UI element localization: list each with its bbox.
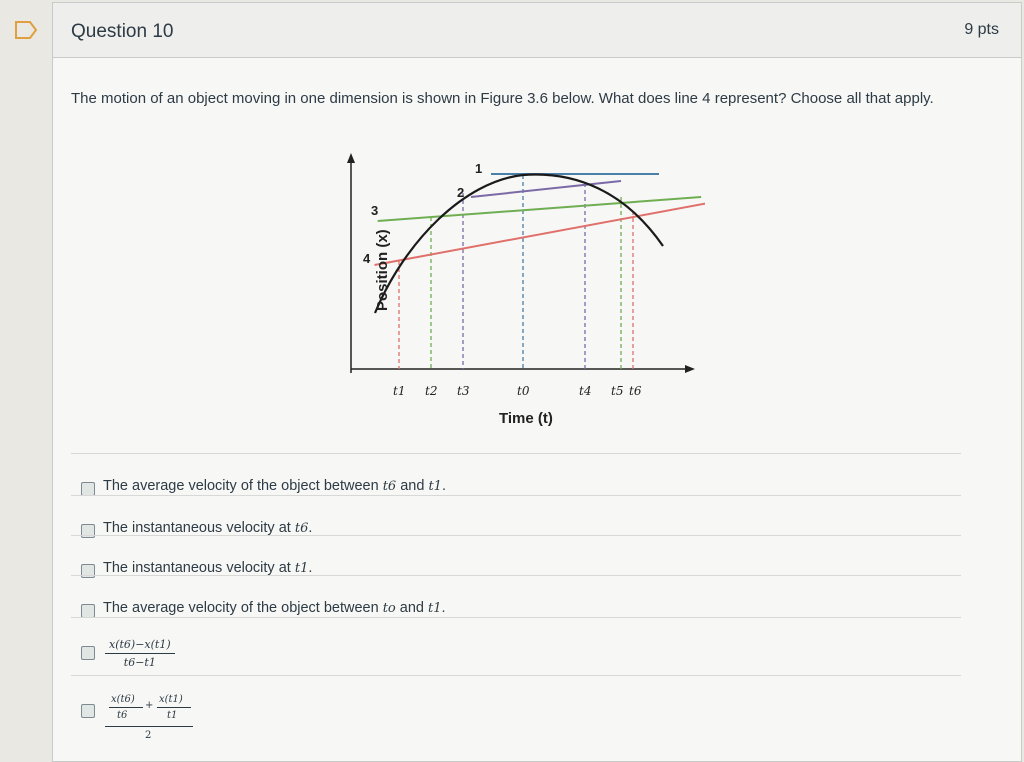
tick-t1: t1 — [393, 384, 406, 398]
line-label-3: 3 — [371, 203, 379, 218]
formula-denominator: t6−t1 — [123, 656, 156, 669]
x-axis-label: Time (t) — [499, 410, 553, 427]
tick-t2: t2 — [425, 384, 438, 398]
answer-text-1: The average velocity of the object between t6 and t1. — [103, 478, 446, 494]
main-fraction-bar — [105, 726, 193, 727]
answer-checkbox-5[interactable] — [81, 646, 95, 660]
formula-numerator: x(t6)−x(t1) — [109, 638, 171, 651]
answer-option-6[interactable] — [71, 675, 961, 756]
y-axis-arrow — [347, 153, 355, 163]
formula-b-numerator: x(t1) — [159, 694, 183, 705]
question-points: 9 pts — [964, 21, 999, 38]
answer-option-4[interactable] — [71, 575, 961, 616]
answer-formula-6 — [105, 694, 195, 754]
line-label-4: 4 — [363, 251, 371, 266]
y-axis-label: Position (x) — [374, 229, 391, 311]
motion-figure — [315, 151, 705, 451]
question-text: The motion of an object moving in one dimension is shown in Figure 3.6 below. What does line 4 represent? Choose all that apply. — [71, 90, 934, 107]
answer-checkbox-4[interactable] — [81, 604, 95, 618]
formula-a-numerator: x(t6) — [111, 694, 135, 705]
formula-a-denominator: t6 — [117, 710, 128, 721]
line-label-1: 1 — [475, 161, 483, 176]
tick-t3: t3 — [457, 384, 470, 398]
formula-denominator: 2 — [145, 730, 152, 741]
answer-checkbox-1[interactable] — [81, 482, 95, 496]
flag-icon[interactable] — [14, 20, 38, 40]
answer-option-3[interactable] — [71, 535, 961, 576]
answer-checkbox-6[interactable] — [81, 704, 95, 718]
answer-option-1[interactable] — [71, 453, 961, 494]
plus-sign: + — [145, 700, 154, 711]
answer-text-4: The average velocity of the object between to and t1. — [103, 600, 446, 616]
tick-t4: t4 — [579, 384, 592, 398]
answer-option-2[interactable] — [71, 495, 961, 536]
answer-option-5[interactable] — [71, 617, 961, 674]
line-3 — [378, 197, 701, 221]
answer-formula-5 — [105, 638, 175, 669]
answer-text-2: The instantaneous velocity at t6. — [103, 520, 313, 536]
question-header — [53, 3, 1021, 58]
question-title: Question 10 — [71, 21, 174, 42]
tick-t5: t5 — [611, 384, 624, 398]
position-curve — [375, 175, 663, 313]
x-axis-arrow — [685, 365, 695, 373]
line-label-2: 2 — [457, 185, 465, 200]
formula-a-bar — [109, 707, 143, 708]
tick-t6: t6 — [629, 384, 642, 398]
tick-t0: t0 — [517, 384, 530, 398]
formula-b-bar — [157, 707, 191, 708]
question-card — [52, 2, 1022, 762]
answer-text-3: The instantaneous velocity at t1. — [103, 560, 313, 576]
formula-b-denominator: t1 — [167, 710, 178, 721]
